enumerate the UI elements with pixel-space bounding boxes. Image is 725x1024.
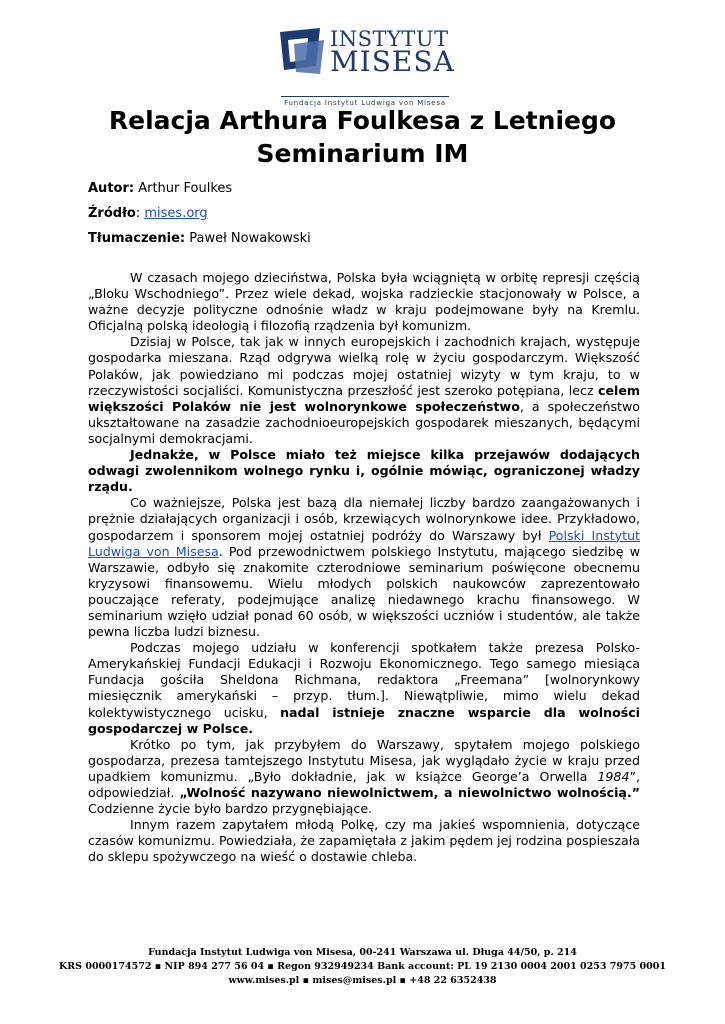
author-line xyxy=(88,181,232,197)
paragraph-3 xyxy=(88,447,640,495)
author-label: Autor: xyxy=(88,181,135,196)
paragraph-6-text-c: Codzienne życie było bardzo przygnębiające. xyxy=(88,801,373,817)
article-body xyxy=(88,270,640,865)
paragraph-5-bold: nadal istnieje znaczne wsparcie dla wolności gospodarczej w Polsce. xyxy=(88,704,640,736)
paragraph-4-text-a: Co ważniejsze, Polska jest bazą dla niemałej liczby bardzo zaangażowanych i prężnie działających organizacji i osób, krzewiących wolnorynkowe idee. Przykładowo, gospodarzem i sponsorem mojej ostatniej podróży do Warszawy był xyxy=(88,495,640,543)
paragraph-3-bold: Jednakże, w Polsce miało też miejsce kilka przejawów dodających odwagi zwolennikom wolnego rynku i, ogólnie mówiąc, ograniczonej władzy rządu. xyxy=(88,447,640,495)
logo-subtitle: Fundacja Instytut Ludwiga von Misesa xyxy=(284,99,446,107)
paragraph-6-text-a: Krótko po tym, jak przybyłem do Warszawy, spytałem mojego polskiego gospodarza, prezesa tamtejszego Instytutu Misesa, jak wyglądało życie w kraju przed upadkiem komunizmu. „Było dokładnie, jak w książce George’a Orwella xyxy=(88,736,640,784)
paragraph-7: Innym razem zapytałem młodą Polkę, czy ma jakieś wspomnienia, dotyczące czasów komunizmu. Powiedziała, że zapamiętała z jakim pędem jej rodzina pospieszała do sklepu spożywczego na wieść o dostawie chleba. xyxy=(88,817,640,865)
paragraph-4 xyxy=(88,495,640,640)
paragraph-6-bold: „Wolność nazywano niewolnictwem, a niewolnictwo wolnością.” xyxy=(179,785,640,800)
translator-label: Tłumaczenie: xyxy=(88,231,186,246)
paragraph-4-text-b: . Pod przewodnictwem polskiego Instytutu, mającego siedzibę w Warszawie, odbyło się znakomite czterodniowe seminarium poświęcone obecnemu kryzysowi finansowemu. Wielu młodych polskich naukowców zaprezentowało pouczające referaty, podejmujące analizę niedawnego krachu finansowego. W seminarium wzięło udział ponad 60 osób, w większości uczniów i studentów, ale także pewna liczba ludzi biznesu. xyxy=(88,543,640,640)
paragraph-6 xyxy=(88,737,640,817)
paragraph-5-text-a: Podczas mojego udziału w konferencji spotkałem także prezesa Polsko-Amerykańskiej Fundacji Edukacji i Rozwoju Ekonomicznego. Tego samego miesiąca Fundacja gościła Sheldona Richmana, redaktora „Freemana” [wolnorynkowy miesięcznik amerykański – przyp. tłum.]. Niewątpliwie, mimo wielu dekad kolektywistycznego ucisku, xyxy=(88,640,640,720)
paragraph-2-text-a: Dzisiaj w Polsce, tak jak w innych europejskich i zachodnich krajach, występuje gospodarka mieszana. Rząd odgrywa wielką rolę w życiu gospodarczym. Większość Polaków, jak powiedziano mi podczas mojej ostatniej wizyty w tym kraju, to w rzeczywistości socjaliści. Komunistyczna przeszłość jest szeroko potępiana, lecz xyxy=(88,334,640,398)
logo-word-misesa: MISESA xyxy=(330,45,455,78)
paragraph-1: W czasach mojego dzieciństwa, Polska była wciągniętą w orbitę represji częścią „Bloku Wschodniego”. Przez wiele dekad, wojska radzieckie stacjonowały w Polsce, a ważne decyzje polityczne odnośnie władz w kraju podejmowane były na Kremlu. Oficjalną polską ideologią i filozofią rządzenia był komunizm. xyxy=(88,270,640,334)
paragraph-2-text-b: , a społeczeństwo ukształtowane na zasadzie zachodnioeuropejskich gospodarek mieszanych, będącymi socjalnymi demokracjami. xyxy=(88,398,640,446)
paragraph-6-text-b: ”, odpowiedział. xyxy=(88,768,640,800)
footer-address: Fundacja Instytut Ludwiga von Misesa, 00-241 Warszawa ul. Długa 44/50, p. 214 xyxy=(148,947,577,958)
article-title: Relacja Arthura Foulkesa z Letniego Seminarium IM xyxy=(108,106,617,168)
translator-value: Paweł Nowakowski xyxy=(189,231,311,246)
footer-registration: KRS 0000174572 ▪ NIP 894 277 56 04 ▪ Regon 932949234 Bank account: PL 19 2130 0004 2001 0253 7975 0001 xyxy=(59,961,666,972)
source-link[interactable]: mises.org xyxy=(144,206,208,221)
paragraph-2 xyxy=(88,334,640,447)
institute-link[interactable]: Polski Instytut Ludwiga von Misesa xyxy=(88,527,640,559)
paragraph-2-bold: celem większości Polaków nie jest wolnorynkowe społeczeństwo xyxy=(88,382,640,414)
author-value: Arthur Foulkes xyxy=(138,181,233,196)
page-footer xyxy=(0,946,725,988)
logo-word-instytut: INSTYTUT xyxy=(330,27,449,51)
source-label: Źródło xyxy=(88,206,136,221)
paragraph-5 xyxy=(88,640,640,737)
source-separator: : xyxy=(135,206,141,221)
logo-divider xyxy=(281,96,449,97)
footer-contact: www.mises.pl ▪ mises@mises.pl ▪ +48 22 6352438 xyxy=(228,975,497,986)
logo-mark-icon xyxy=(278,26,328,76)
paragraph-6-book-title: 1984 xyxy=(597,768,630,784)
source-line xyxy=(88,206,208,222)
institute-logo xyxy=(278,26,455,107)
translator-line xyxy=(88,231,311,247)
